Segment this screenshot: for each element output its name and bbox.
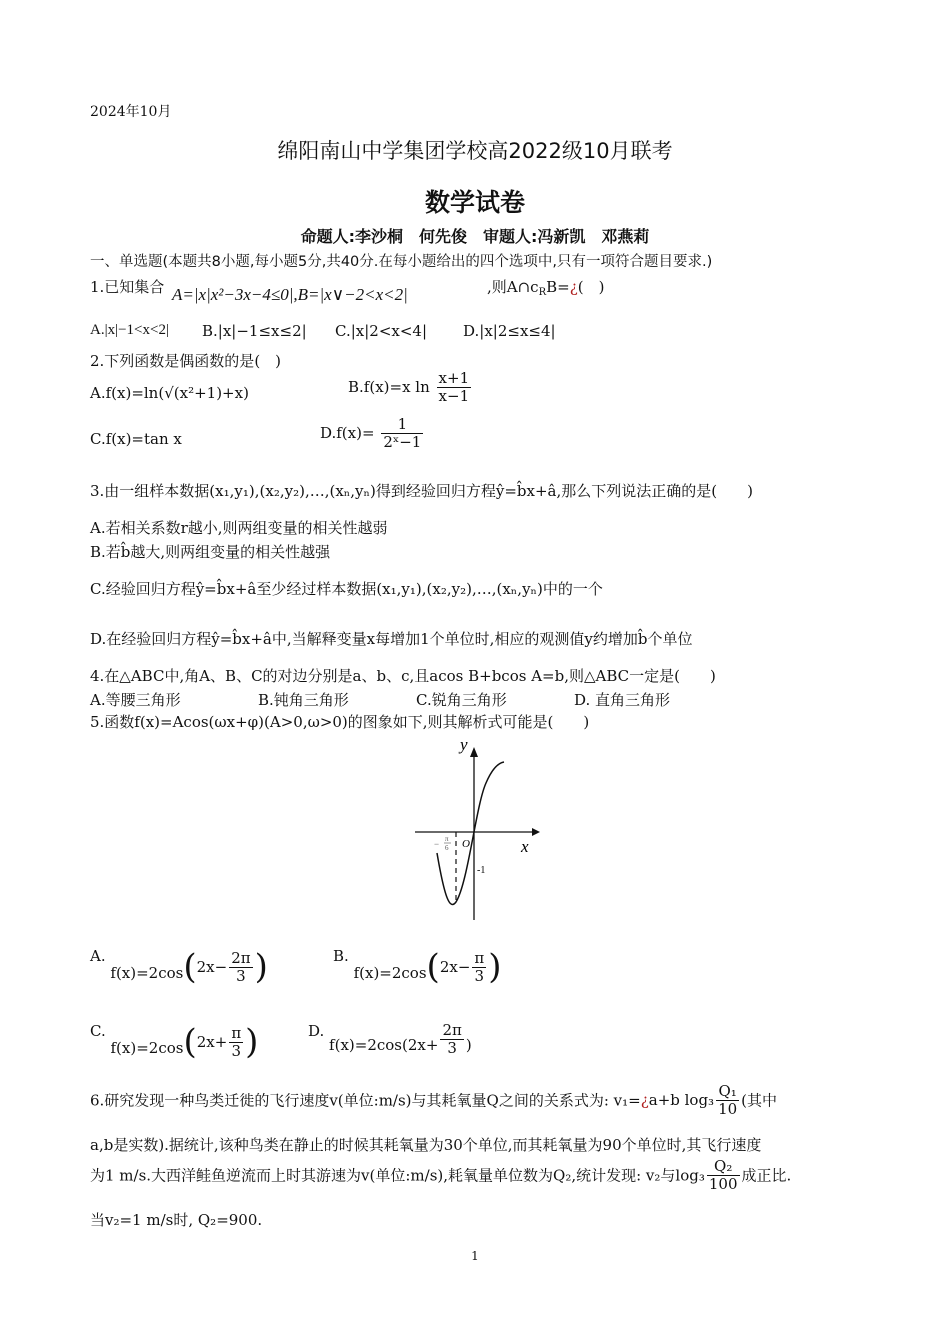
q5-d-den: 3 — [447, 1038, 457, 1057]
q2-opt-b — [348, 370, 473, 404]
q4-stem: 4.在△ABC中,角A、B、C的对边分别是a、b、c,且acos B+bcos A=b,则△ABC一定是( ) — [90, 667, 716, 685]
exam-date: 2024年10月 — [90, 104, 172, 120]
authors-line: 命题人:李沙桐 何先俊 审题人:冯新凯 邓燕莉 — [300, 227, 650, 246]
q1-opt-c: C.|x|2<x<4| — [335, 322, 428, 340]
q5-b-lead: B. — [333, 947, 349, 965]
q1-prefix: 1.已知集合 — [90, 278, 165, 296]
q5-c-frac — [229, 1025, 243, 1059]
q1-opt-d: D.|x|2≤x≤4| — [463, 322, 556, 340]
q6-l1-num: Q₁ — [716, 1083, 739, 1101]
q3-opt-c: C.经验回归方程ŷ=b̂x+â至少经过样本数据(x₁,y₁),(x₂,y₂),…,(xₙ,yₙ)中的一个 — [90, 580, 603, 598]
q3-opt-d: D.在经验回归方程ŷ=b̂x+â中,当解释变量x每增加1个单位时,相应的观测值y约增加b̂个单位 — [90, 630, 693, 648]
q6-l1-den: 10 — [718, 1099, 738, 1118]
q1-tail-text: ,则A∩c — [487, 278, 539, 296]
page-number: 1 — [471, 1249, 479, 1263]
y-axis-arrow-icon — [470, 747, 478, 757]
q2-opt-b-frac — [437, 370, 472, 404]
x-mark-den: 6 — [445, 844, 449, 852]
q2-opt-d — [320, 416, 425, 450]
x-mark-num: π — [445, 835, 449, 843]
q1-opt-b: B.|x|−1≤x≤2| — [202, 322, 307, 340]
exam-title: 绵阳南山中学集团学校高2022级10月联考 — [277, 139, 673, 163]
q3-opt-a: A.若相关系数r越小,则两组变量的相关性越弱 — [90, 519, 388, 537]
q2-opt-d-frac — [381, 416, 423, 450]
q4-opt-a: A.等腰三角形 — [90, 691, 181, 709]
q6-l1-a: 6.研究发现一种鸟类迁徙的飞行速度v(单位:m/s)与其耗氧量Q之间的关系式为: v₁= — [90, 1091, 641, 1110]
cosine-curve — [437, 762, 504, 904]
q2-d-den: 2ˣ−1 — [383, 432, 422, 451]
q1-glyph: ¿ — [569, 278, 578, 296]
q5-d-num: 2π — [442, 1021, 462, 1039]
q5-a-den: 3 — [236, 966, 246, 985]
q5-c-rparen: ) — [245, 1022, 259, 1062]
q2-opt-a: A.f(x)=ln(√(x²+1)+x) — [90, 384, 249, 402]
x-axis-arrow-icon — [532, 828, 540, 836]
q3-opt-b: B.若b̂越大,则两组变量的相关性越强 — [90, 543, 331, 561]
neg-one-label: -1 — [477, 865, 486, 876]
q2-opt-d-lead: D.f(x)= — [320, 424, 375, 442]
q5-d-fn: f(x)=2cos(2x+ — [329, 1036, 439, 1054]
y-label: y — [460, 735, 468, 754]
q2-opt-c: C.f(x)=tan x — [90, 430, 182, 448]
q5-a-rparen: ) — [254, 947, 268, 987]
q5-d-lead: D. — [308, 1022, 325, 1040]
q4-opt-b: B.钝角三角形 — [258, 691, 349, 709]
q5-b-lparen: ( — [426, 947, 440, 987]
q6-l1-c: (其中 — [741, 1091, 778, 1110]
origin-label: O — [462, 838, 470, 850]
q5-a-pre: 2x− — [196, 958, 228, 976]
q1-opt-a: A.|x|−1<x<2| — [90, 322, 169, 338]
q1-tail-text2: B= — [546, 278, 570, 296]
q5-b-rparen: ) — [488, 947, 502, 987]
q2-b-den: x−1 — [438, 386, 470, 405]
q1-sets: A=|x|x²−3x−4≤0|,B=|x∨−2<x<2| — [172, 285, 408, 304]
q5-a-frac — [229, 950, 252, 984]
q5-b-frac — [472, 950, 486, 984]
q6-line1 — [90, 1083, 777, 1117]
q5-b-den: 3 — [474, 966, 485, 985]
q2-stem: 2.下列函数是偶函数的是( ) — [90, 352, 282, 370]
q1-stem — [90, 276, 164, 297]
q4-opt-d: D. 直角三角形 — [574, 691, 671, 709]
q5-opt-b — [333, 947, 502, 987]
q5-a-lparen: ( — [183, 947, 197, 987]
q5-graph — [400, 735, 550, 930]
q5-a-lead: A. — [90, 947, 106, 965]
q2-d-num: 1 — [381, 416, 423, 434]
q4-opt-c: C.锐角三角形 — [416, 691, 507, 709]
q5-d-close: ) — [465, 1036, 472, 1054]
q5-b-pre: 2x− — [439, 958, 471, 976]
q5-opt-d — [308, 1022, 472, 1056]
q5-b-num: π — [474, 949, 485, 967]
q5-d-frac — [440, 1022, 463, 1056]
q5-opt-a — [90, 947, 268, 987]
q6-l1-b: a+b log₃ — [648, 1091, 715, 1109]
q5-c-lparen: ( — [183, 1022, 197, 1062]
x-mark-sign: − — [434, 839, 440, 849]
q5-c-lead: C. — [90, 1022, 106, 1040]
q6-l1-frac — [716, 1083, 739, 1117]
q6-l3-frac — [707, 1158, 740, 1192]
q5-b-fn: f(x)=2cos — [353, 964, 427, 982]
q5-c-num: π — [231, 1024, 242, 1042]
q5-c-den: 3 — [231, 1041, 242, 1060]
q2-b-num: x+1 — [438, 369, 470, 387]
q5-a-fn: f(x)=2cos — [110, 964, 184, 982]
x-label: x — [521, 837, 529, 856]
q1-paren: ( ) — [577, 278, 605, 296]
q3-stem: 3.由一组样本数据(x₁,y₁),(x₂,y₂),…,(xₙ,yₙ)得到经验回归方程ŷ=b̂x+â,那么下列说法正确的是( ) — [90, 482, 753, 500]
q6-line3 — [90, 1158, 791, 1192]
q6-l3-b: 成正比. — [741, 1166, 792, 1185]
q1-sub-r: R — [538, 287, 547, 298]
section-heading: 一、单选题(本题共8小题,每小题5分,共40分.在每小题给出的四个选项中,只有一项符合题目要求.) — [90, 254, 713, 270]
q5-c-pre: 2x+ — [196, 1033, 228, 1051]
q5-opt-c — [90, 1022, 258, 1062]
q5-stem: 5.函数f(x)=Acos(ωx+φ)(A>0,ω>0)的图象如下,则其解析式可能是( ) — [90, 713, 590, 731]
q6-l3-num: Q₂ — [707, 1158, 740, 1176]
q6-l1-glyph: ¿ — [640, 1091, 649, 1109]
subject-title: 数学试卷 — [424, 188, 525, 217]
q2-opt-b-lead: B.f(x)=x ln — [348, 378, 430, 396]
q6-line4: 当v₂=1 m/s时, Q₂=900. — [90, 1211, 263, 1229]
q6-line2: a,b是实数).据统计,该种鸟类在静止的时候其耗氧量为30个单位,而其耗氧量为90个单位时,其飞行速度 — [90, 1136, 762, 1154]
q5-c-fn: f(x)=2cos — [110, 1039, 184, 1057]
q5-a-num: 2π — [231, 949, 251, 967]
q1-tail — [487, 276, 604, 298]
q6-l3-den: 100 — [708, 1174, 738, 1193]
q6-l3-a: 为1 m/s.大西洋鲑鱼逆流而上时其游速为v(单位:m/s),耗氧量单位数为Q₂,统计发现: v₂与log₃ — [90, 1166, 705, 1185]
